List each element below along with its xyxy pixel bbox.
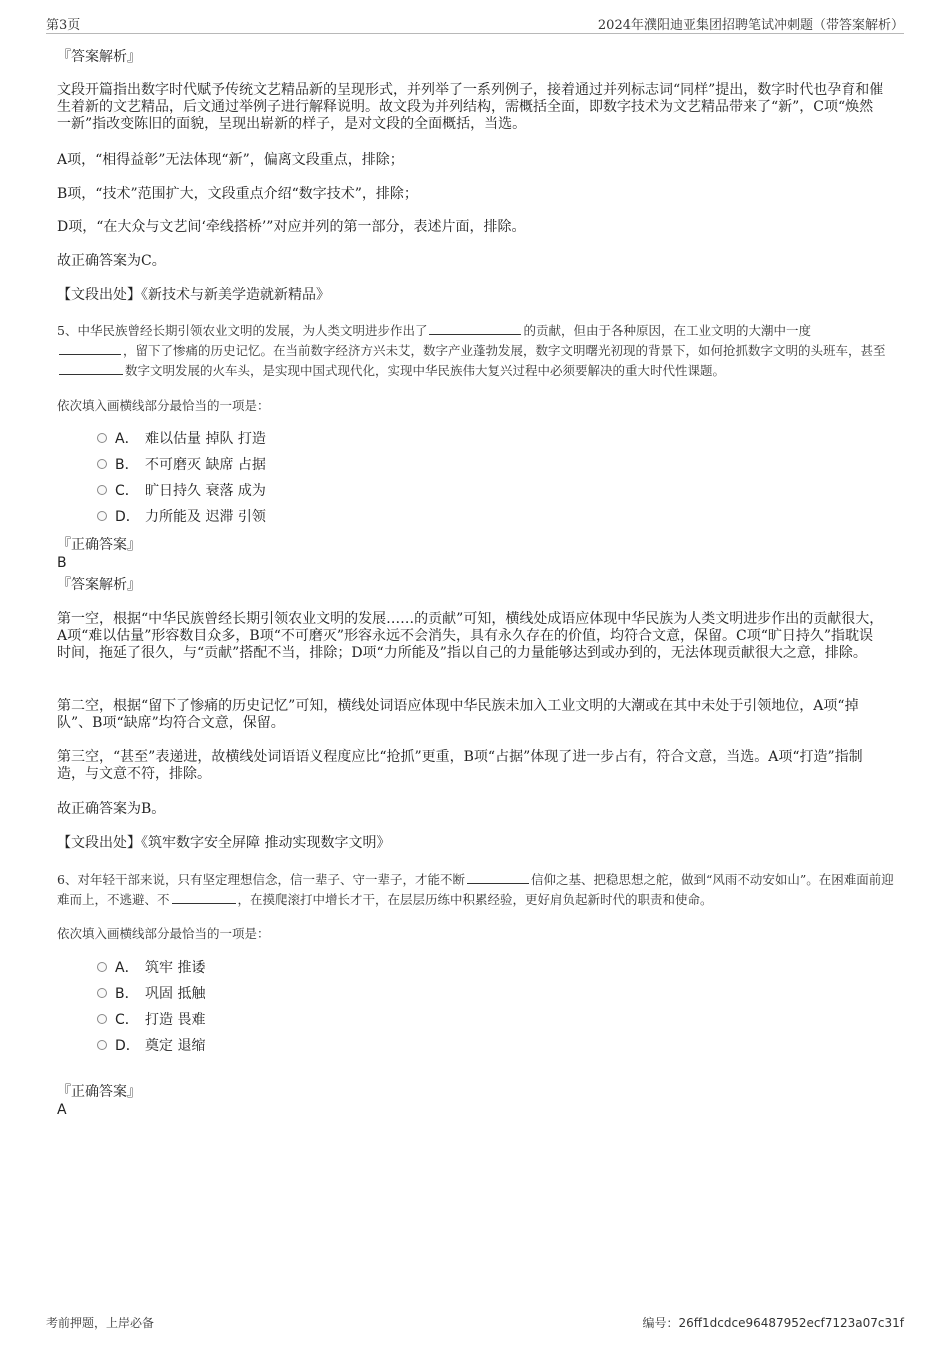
footer-slogan: 考前押题，上岸必备: [46, 1316, 155, 1330]
q4-analysis-a: A项，“相得益彰”无法体现“新”，偏离文段重点，排除；: [57, 152, 404, 168]
q6-option-b[interactable]: B． 巩固 抵触: [97, 984, 205, 1004]
q6-option-a[interactable]: A． 筑牢 推诿: [97, 958, 205, 978]
page-header: [46, 14, 904, 34]
radio-icon[interactable]: [97, 511, 107, 521]
q5-option-c[interactable]: C． 旷日持久 衰落 成为: [97, 481, 266, 501]
q5-option-b[interactable]: B． 不可磨灭 缺席 占据: [97, 455, 266, 475]
q4-analysis-d: D项，“在大众与文艺间‘牵线搭桥’”对应并列的第一部分，表述片面，排除。: [57, 219, 526, 235]
radio-icon[interactable]: [97, 1014, 107, 1024]
q5-blank-2: [59, 340, 121, 355]
q5-correct-answer: B: [57, 555, 67, 571]
page-footer: [46, 1314, 904, 1332]
q5-blank-1: [429, 320, 521, 335]
q6-stem-part3: ，在摸爬滚打中增长才干，在层层历练中积累经验，更好肩负起新时代的职责和使命。: [237, 892, 713, 907]
q6-blank-2: [172, 889, 236, 904]
q5-stem: [57, 320, 902, 380]
radio-icon[interactable]: [97, 1040, 107, 1050]
page-number: 第3页: [46, 18, 81, 33]
q5-option-a[interactable]: A． 难以估量 掉队 打造: [97, 429, 266, 449]
q4-analysis-tag: 『答案解析』: [57, 49, 141, 65]
q4-conclusion: 故正确答案为C。: [57, 253, 166, 269]
q5-option-d[interactable]: D． 力所能及 迟滞 引领: [97, 507, 266, 527]
q5-analysis-p2: 第二空，根据“留下了惨痛的历史记忆”可知，横线处词语应体现中华民族未加入工业文明的大潮或在其中未处于引领地位，A项“掉队”、B项“缺席”均符合文意，保留。: [57, 698, 859, 731]
q5-conclusion: 故正确答案为B。: [57, 801, 166, 817]
q6-prompt: 依次填入画横线部分最恰当的一项是：: [57, 926, 270, 941]
q5-stem-part2: 的贡献，但由于各种原因，在工业文明的大潮中一度: [523, 323, 811, 338]
q5-source: 【文段出处】《筑牢数字安全屏障 推动实现数字文明》: [57, 835, 391, 851]
radio-icon[interactable]: [97, 433, 107, 443]
q6-correct-answer: A: [57, 1102, 67, 1118]
q6-stem-part1: 6、对年轻干部来说，只有坚定理想信念，信一辈子、守一辈子，才能不断: [57, 872, 465, 887]
radio-icon[interactable]: [97, 459, 107, 469]
q4-analysis-b: B项，“技术”范围扩大，文段重点介绍“数字技术”，排除；: [57, 186, 418, 202]
q6-stem: [57, 869, 902, 909]
q5-blank-3: [59, 360, 123, 375]
q6-blank-1: [467, 869, 529, 884]
q5-analysis-p3: 第三空，“甚至”表递进，故横线处词语语义程度应比“抢抓”更重，B项“占据”体现了进一步占有，符合文意，当选。A项“打造”指制造，与文意不符，排除。: [57, 749, 863, 782]
radio-icon[interactable]: [97, 485, 107, 495]
q6-option-d[interactable]: D． 奠定 退缩: [97, 1036, 205, 1056]
radio-icon[interactable]: [97, 962, 107, 972]
q5-correct-tag: 『正确答案』: [57, 537, 141, 553]
q5-stem-part4: 数字文明发展的火车头，是实现中国式现代化，实现中华民族伟大复兴过程中必须要解决的重大时代性课题。: [125, 363, 726, 378]
q5-analysis-tag: 『答案解析』: [57, 577, 141, 593]
q4-source: 【文段出处】《新技术与新美学造就新精品》: [57, 287, 330, 303]
document-title: 2024年濮阳迪亚集团招聘笔试冲刺题（带答案解析）: [597, 18, 904, 33]
radio-icon[interactable]: [97, 988, 107, 998]
q6-correct-tag: 『正确答案』: [57, 1084, 141, 1100]
q5-prompt: 依次填入画横线部分最恰当的一项是：: [57, 398, 270, 413]
q5-stem-part1: 5、中华民族曾经长期引领农业文明的发展，为人类文明进步作出了: [57, 323, 428, 338]
q5-stem-part3: ，留下了惨痛的历史记忆。在当前数字经济方兴未艾，数字产业蓬勃发展，数字文明曙光初现的背景下，如何抢抓数字文明的头班车，甚至: [123, 343, 886, 358]
q6-stem-part2: 信仰之基、把稳思想之舵，做到“风雨不动安如山”。在困难面前迎难而上，不逃避、不: [57, 872, 894, 907]
q5-analysis-p1: 第一空，根据“中华民族曾经长期引领农业文明的发展……的贡献”可知，横线处成语应体现中华民族为人类文明进步作出的贡献很大，A项“难以估量”形容数目众多，B项“不可磨灭”形容永远不会消失，具有永久存在的价值，均符合文意，保留。C项“旷日持久”指耽误时间，拖延了很久，与“贡献”搭配不当，排除；D项“力所能及”指以自己的力量能够达到或办到的，无法体现贡献很大之意，排除。: [57, 611, 884, 661]
q4-analysis-paragraph: 文段开篇指出数字时代赋予传统文艺精品新的呈现形式，并列举了一系列例子，接着通过并列标志词“同样”提出，数字时代也孕育和催生着新的文艺精品，后文通过举例子进行解释说明。故文段为并列结构，需概括全面，即数字技术为文艺精品带来了“新”，C项“焕然一新”指改变陈旧的面貌，呈现出崭新的样子，是对文段的全面概括，当选。: [57, 82, 884, 132]
q6-option-c[interactable]: C． 打造 畏难: [97, 1010, 205, 1030]
footer-code: 编号：26ff1dcdce96487952ecf7123a07c31f: [642, 1316, 904, 1330]
